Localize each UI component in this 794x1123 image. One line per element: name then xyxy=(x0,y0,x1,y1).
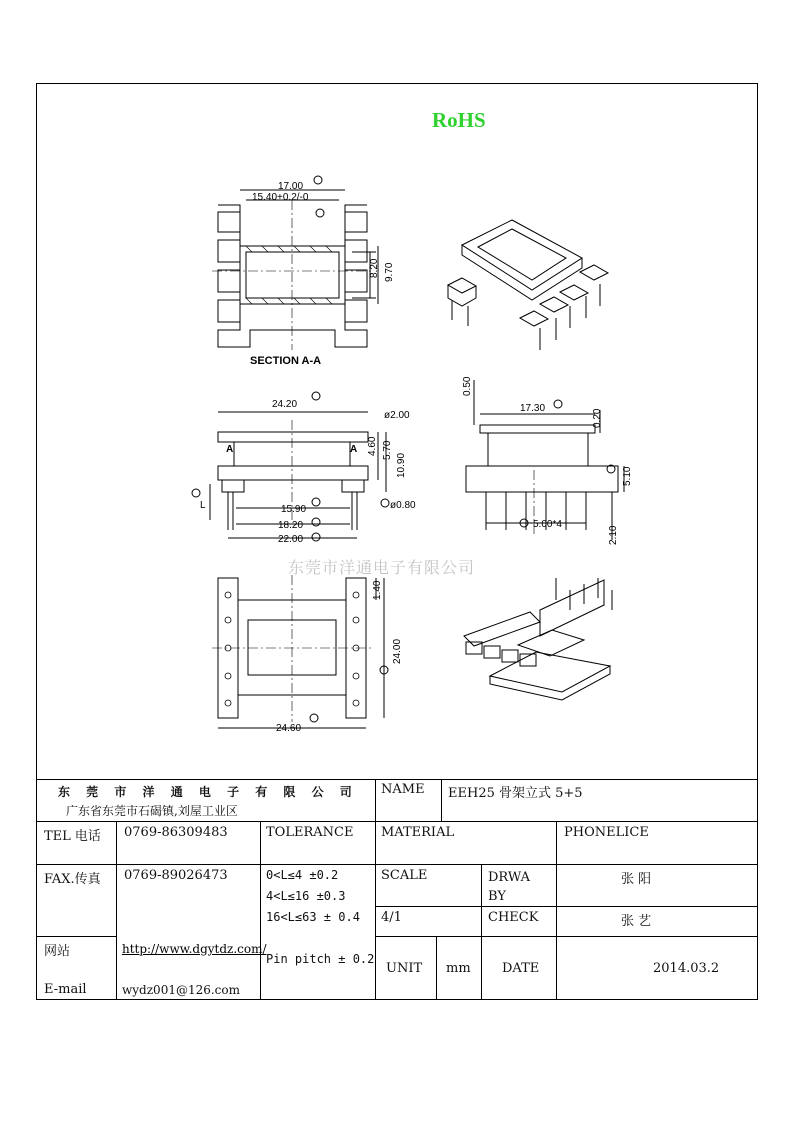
dim-15-40: 15.40+0.2/-0 xyxy=(252,192,309,203)
check-label: CHECK xyxy=(488,910,539,925)
section-a-a-label: SECTION A-A xyxy=(250,355,322,367)
material-label: MATERIAL xyxy=(381,825,455,840)
check-value: 张 艺 xyxy=(621,914,652,929)
material-value: PHONELICE xyxy=(564,825,649,840)
dim-24-00: 24.00 xyxy=(392,638,403,664)
fax-label: FAX.传真 xyxy=(44,872,101,887)
dim-24-60: 24.60 xyxy=(276,723,302,734)
dim-5-00x4: 5.00*4 xyxy=(533,519,562,530)
isometric-view-bottom xyxy=(464,578,612,700)
scale-label: SCALE xyxy=(381,868,428,883)
dim-5-70: 5.70 xyxy=(382,440,393,460)
dim-1-40: 1.40 xyxy=(372,580,383,600)
dim-phi-0-80: ø0.80 xyxy=(390,500,416,511)
dim-17-30: 17.30 xyxy=(520,403,546,414)
part-name: EEH25 骨架立式 5+5 xyxy=(448,786,583,801)
dim-10-90: 10.90 xyxy=(396,452,407,478)
web-label: 网站 xyxy=(44,944,71,959)
unit-value: mm xyxy=(446,961,471,976)
dim-4-60: 4.60 xyxy=(367,436,378,456)
dim-15-90: 15.90 xyxy=(281,504,307,515)
dim-9-70: 9.70 xyxy=(384,262,395,282)
email-value[interactable]: wydz001@126.com xyxy=(122,983,241,997)
watermark-text: 东莞市洋通电子有限公司 xyxy=(288,558,476,577)
front-view xyxy=(192,392,389,541)
dim-24-20: 24.20 xyxy=(272,399,298,410)
fax-value: 0769-89026473 xyxy=(124,868,228,883)
tolerance-line-4: Pin pitch ± 0.2 xyxy=(266,952,375,966)
tolerance-line-1: 0<L≤4 ±0.2 xyxy=(266,868,339,882)
dim-0-20: 0.20 xyxy=(592,408,603,428)
date-label: DATE xyxy=(502,961,540,976)
scale-value: 4/1 xyxy=(381,910,402,925)
drawn-by-label: DRWA BY xyxy=(488,870,531,904)
dim-8-20: 8.20 xyxy=(369,258,380,278)
drawn-by-value: 张 阳 xyxy=(621,872,652,887)
section-marker-a-right: A xyxy=(350,444,358,455)
email-label: E-mail xyxy=(44,982,87,997)
website-link[interactable]: http://www.dgytdz.com/ xyxy=(122,942,267,956)
dim-l: L xyxy=(200,500,206,511)
rohs-mark: RoHS xyxy=(432,108,486,132)
section-marker-a-left: A xyxy=(226,444,234,455)
bottom-view xyxy=(212,575,388,728)
unit-label: UNIT xyxy=(386,961,423,976)
name-label: NAME xyxy=(381,782,425,797)
title-block xyxy=(36,779,758,1000)
dim-22-00: 22.00 xyxy=(278,534,304,545)
company-name: 东 莞 市 洋 通 电 子 有 限 公 司 xyxy=(58,785,358,799)
tolerance-label: TOLERANCE xyxy=(266,825,354,840)
dim-17: 17.00 xyxy=(278,181,304,192)
dim-2-10: 2.10 xyxy=(608,525,619,545)
tel-value: 0769-86309483 xyxy=(124,825,228,840)
dim-5-10: 5.10 xyxy=(622,466,633,486)
company-address: 广东省东莞市石碣镇,刘屋工业区 xyxy=(66,804,238,818)
tel-label: TEL 电话 xyxy=(44,829,101,844)
dim-phi-2: ø2.00 xyxy=(384,410,410,421)
isometric-view-top xyxy=(448,220,608,350)
dim-0-50: 0.50 xyxy=(462,376,473,396)
tolerance-line-2: 4<L≤16 ±0.3 xyxy=(266,889,346,903)
date-value: 2014.03.2 xyxy=(653,961,720,976)
tolerance-line-3: 16<L≤63 ± 0.4 xyxy=(266,910,360,924)
dim-18-20: 18.20 xyxy=(278,520,304,531)
